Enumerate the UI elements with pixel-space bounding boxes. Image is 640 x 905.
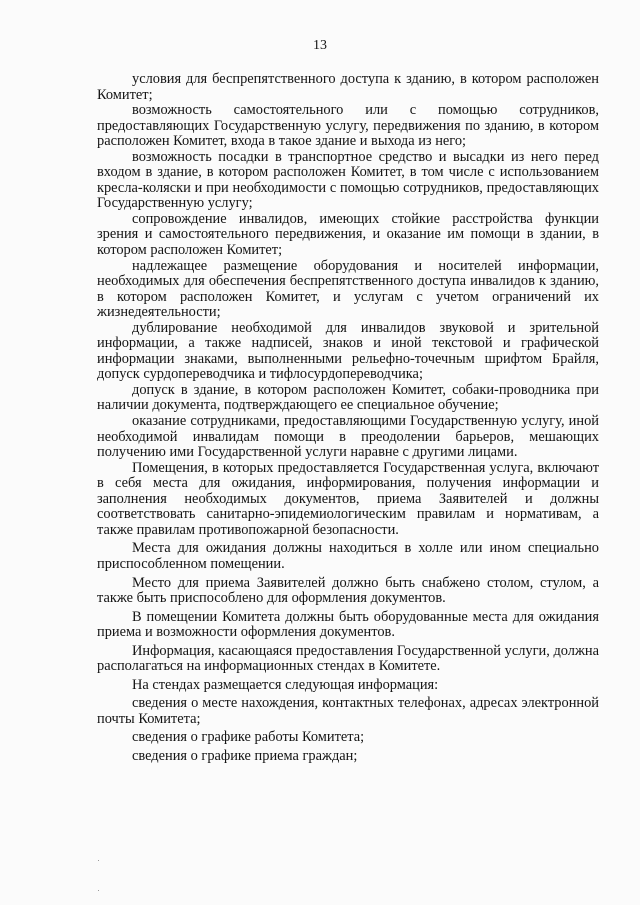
paragraph: Информация, касающаяся предоставления Государственной услуги, должна располагаться на информационных стендах в Комитете. <box>97 642 599 675</box>
paragraph: сведения о графике работы Комитета; <box>132 729 365 746</box>
document-body <box>97 72 599 765</box>
paragraph: оказание сотрудниками, предоставляющими Государственную услугу, иной необходимой инвалидам помощи в преодолении барьеров, мешающих получению ими Государственной услуги наравне с другими лицами. <box>97 413 599 461</box>
paragraph: дублирование необходимой для инвалидов звуковой и зрительной информации, а также надписей, знаков и иной текстовой и графической информации знаками, выполненными рельефно-точечным шрифтом Брайля, допуск сурдопереводчика и тифлосурдопереводчика; <box>97 319 599 383</box>
paragraph: Место для приема Заявителей должно быть снабжено столом, стулом, а также быть приспособлено для оформления документов. <box>97 574 599 607</box>
page-number: 13 <box>313 38 327 53</box>
paragraph: возможность самостоятельного или с помощью сотрудников, предоставляющих Государственную услугу, передвижения по зданию, в котором расположен Комитет, входа в такое здание и выхода из него; <box>97 102 599 150</box>
paragraph: Помещения, в которых предоставляется Государственная услуга, включают в себя места для ожидания, информирования, получения информации и заполнения необходимых документов, приема Заявителей и должны соответствовать санитарно-эпидемиологическим правилам и нормативам, а также правилам противопожарной безопасности. <box>97 459 599 538</box>
paragraph: В помещении Комитета должны быть оборудованные места для ожидания приема и возможности оформления документов. <box>97 608 599 641</box>
paragraph: сведения о графике приема граждан; <box>132 747 358 764</box>
paragraph: допуск в здание, в котором расположен Комитет, собаки-проводника при наличии документа, подтверждающего ее специальное обучение; <box>97 381 599 414</box>
paragraph: надлежащее размещение оборудования и носителей информации, необходимых для обеспечения беспрепятственного доступа инвалидов к зданию, в котором расположен Комитет, и услугам с учетом ограничений их жизнедеятельности; <box>97 257 599 321</box>
paragraph: На стендах размещается следующая информация: <box>132 676 439 693</box>
scan-speck <box>98 890 99 891</box>
paragraph: условия для беспрепятственного доступа к зданию, в котором расположен Комитет; <box>97 71 599 103</box>
paragraph: Места для ожидания должны находиться в холле или ином специально приспособленном помещении. <box>97 540 599 572</box>
paragraph: сведения о месте нахождения, контактных телефонах, адресах электронной почты Комитета; <box>97 695 599 727</box>
paragraph: возможность посадки в транспортное средство и высадки из него перед входом в здание, в котором расположен Комитет, в том числе с использованием кресла-коляски и при необходимости с помощью сотрудников, предоставляющих Государственную услугу; <box>97 148 599 212</box>
paragraph: сопровождение инвалидов, имеющих стойкие расстройства функции зрения и самостоятельного передвижения, и оказание им помощи в здании, в котором расположен Комитет; <box>97 210 599 259</box>
scan-speck <box>98 860 99 861</box>
